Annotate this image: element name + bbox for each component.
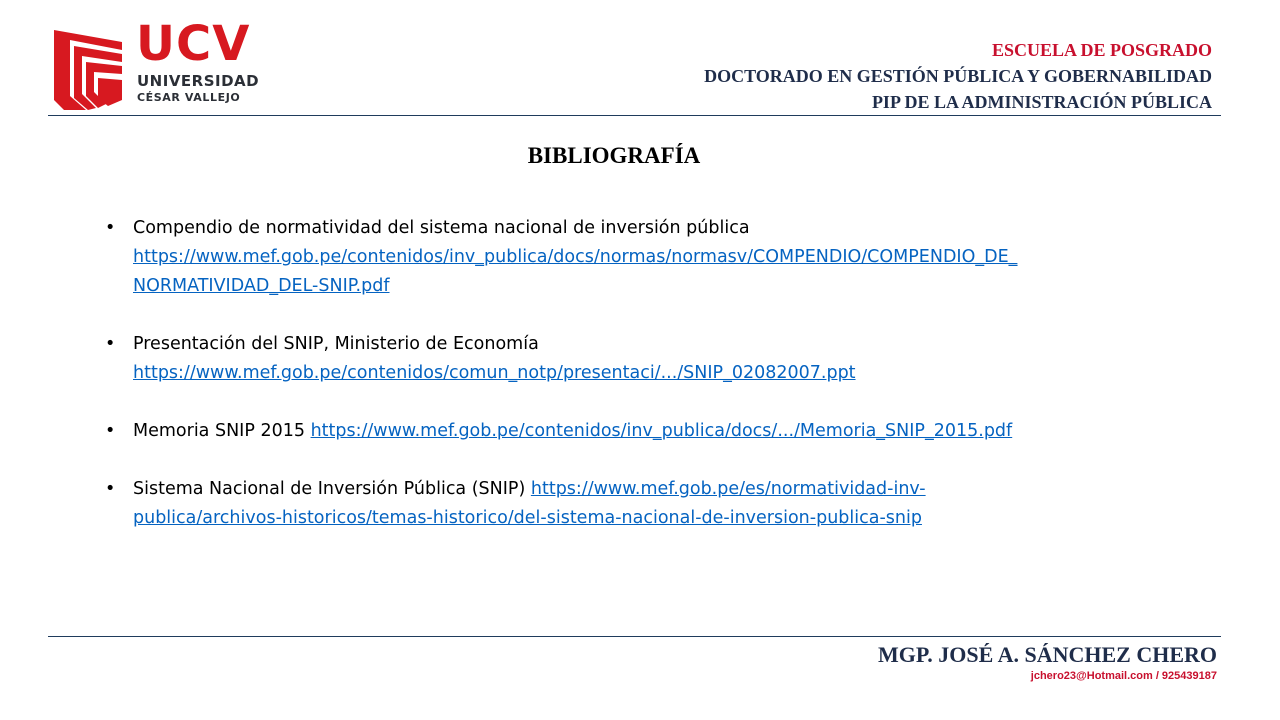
program-name: DOCTORADO EN GESTIÓN PÚBLICA Y GOBERNABILIDAD bbox=[704, 66, 1212, 86]
logo-line-cesar-vallejo: CÉSAR VALLEJO bbox=[137, 91, 241, 104]
reference-link[interactable]: https://www.mef.gob.pe/contenidos/inv_publica/docs/.../Memoria_SNIP_2015.pdf bbox=[310, 421, 1013, 441]
list-item bbox=[105, 214, 1185, 301]
reference-text: Memoria SNIP 2015 bbox=[133, 421, 305, 441]
reference-text: Compendio de normatividad del sistema nacional de inversión pública bbox=[133, 218, 750, 238]
reference-link[interactable]: https://www.mef.gob.pe/es/normatividad-inv- bbox=[530, 479, 926, 499]
reference-link[interactable]: https://www.mef.gob.pe/contenidos/comun_notp/presentaci/.../SNIP_02082007.ppt bbox=[133, 363, 856, 383]
school-name: ESCUELA DE POSGRADO bbox=[991, 40, 1212, 60]
course-name: PIP DE LA ADMINISTRACIÓN PÚBLICA bbox=[871, 92, 1212, 112]
header-titles bbox=[704, 37, 1212, 115]
footer-divider bbox=[48, 636, 1221, 637]
ucv-emblem-icon bbox=[52, 26, 128, 112]
list-item bbox=[105, 417, 1185, 446]
page-title: BIBLIOGRAFÍA bbox=[527, 143, 701, 168]
logo-line-universidad: UNIVERSIDAD bbox=[137, 72, 260, 90]
list-item bbox=[105, 330, 1185, 388]
logo-wordmark: UCV bbox=[136, 16, 251, 72]
reference-text: Presentación del SNIP, Ministerio de Economía bbox=[133, 334, 539, 354]
reference-link[interactable]: https://www.mef.gob.pe/contenidos/inv_publica/docs/normas/normasv/COMPENDIO/COMPENDIO_DE_ bbox=[133, 247, 1018, 267]
ucv-logo bbox=[52, 16, 260, 112]
reference-link-continued[interactable]: NORMATIVIDAD_DEL-SNIP.pdf bbox=[133, 276, 390, 296]
reference-link-continued[interactable]: publica/archivos-historicos/temas-historico/del-sistema-nacional-de-inversion-publica-snip bbox=[133, 508, 922, 528]
author-contact: jchero23@Hotmail.com / 925439187 bbox=[1030, 670, 1217, 682]
header-divider bbox=[48, 115, 1221, 116]
author-name: MGP. JOSÉ A. SÁNCHEZ CHERO bbox=[877, 642, 1217, 667]
bibliography-list bbox=[105, 214, 1185, 562]
list-item bbox=[105, 475, 1185, 533]
reference-text: Sistema Nacional de Inversión Pública (SNIP) bbox=[133, 479, 526, 499]
